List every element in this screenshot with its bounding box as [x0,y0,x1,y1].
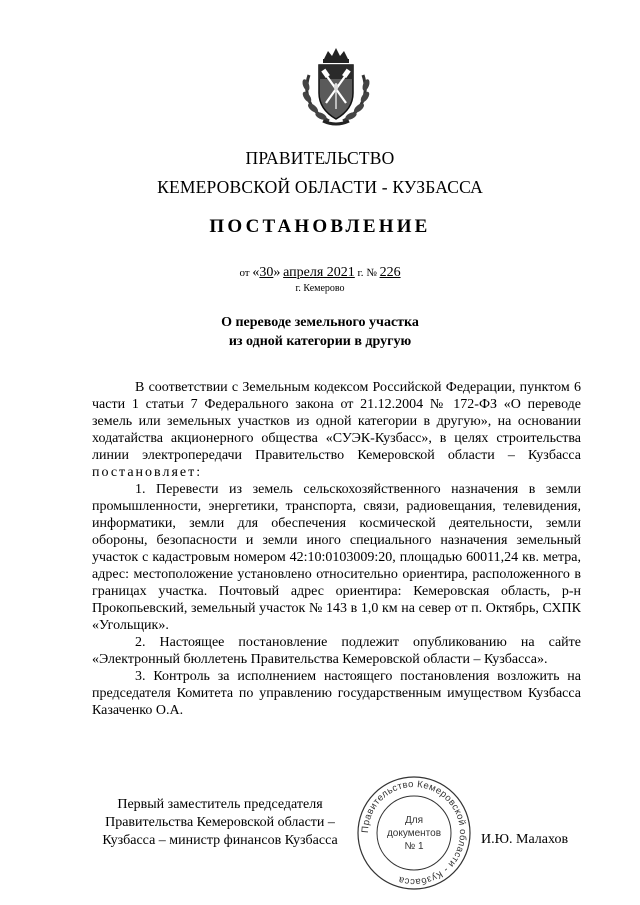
document-body [92,379,581,719]
stamp-center-line3: № 1 [404,841,424,852]
government-name-line1: ПРАВИТЕЛЬСТВО [245,148,395,168]
date-quote-close: » [273,265,281,280]
city-name: г. Кемерово [295,283,345,294]
subject-line2: из одной категории в другую [228,334,412,349]
date-year-suffix: г. [357,267,364,279]
document-subject [0,313,640,351]
government-name-line2: КЕМЕРОВСКОЙ ОБЛАСТИ - КУЗБАССА [157,177,483,197]
document-number: 226 [379,265,401,280]
position-line2: Правительства Кемеровской области – [105,815,335,830]
preamble-text: В соответствии с Земельным кодексом Российской Федерации, пунктом 6 части 1 статьи 7 Федерального закона от 21.12.2004 № 172-ФЗ «О переводе земель или земельных участков из одной категории в другую», на основании ходатайства акционерного общества «СУЭК-Кузбасс», в целях строительства линии электропередачи Правительство Кемеровской области – Кузбасса [92,380,581,463]
official-stamp-icon [355,774,473,892]
coat-of-arms-icon [295,45,377,127]
stamp-ring-text: Правительство Кемеровской области - Кузбасса [359,778,469,888]
stamp-center-line1: Для [404,815,424,826]
document-number-label: № [366,267,377,279]
item-3-paragraph: 3. Контроль за исполнением настоящего постановления возложить на председателя Комитета по управлению государственным имуществом Кузбасса Казаченко О.А. [92,669,581,718]
stamp-center-line2: документов [386,828,442,839]
document-type-title: ПОСТАНОВЛЕНИЕ [209,216,431,237]
position-line3: Кузбасса – министр финансов Кузбасса [102,833,338,848]
date-line [0,265,640,281]
decree-word: постановляет: [92,465,203,480]
date-day: 30 [259,265,274,280]
item-1-paragraph: 1. Перевести из земель сельскохозяйственного назначения в земли промышленности, энергетики, транспорта, связи, радиовещания, телевидения, информатики, земли для обеспечения космической деятельности, земли обороны, безопасности и земли иного специального назначения земельный участок с кадастровым номером 42:10:0103009:20, площадью 60011,24 кв. метра, адрес: местоположение установлено относительно ориентира, расположенного в границах участка. Почтовый адрес ориентира: Кемеровская область, р-н Прокопьевский, земельный участок № 143 в 1,0 км на север от п. Октябрь, СХПК «Угольщик». [92,482,581,633]
preamble-paragraph [92,379,581,481]
date-quote-open: « [252,265,260,280]
date-month-year: апреля 2021 [283,265,355,280]
date-from-label: от [239,267,250,279]
position-line1: Первый заместитель председателя [117,797,323,812]
item-2-paragraph: 2. Настоящее постановление подлежит опубликованию на сайте «Электронный бюллетень Правительства Кемеровской области – Кузбасса». [92,635,581,667]
signatory-name: И.Ю. Малахов [481,832,569,847]
signatory-position [90,796,350,850]
subject-line1: О переводе земельного участка [221,315,419,330]
